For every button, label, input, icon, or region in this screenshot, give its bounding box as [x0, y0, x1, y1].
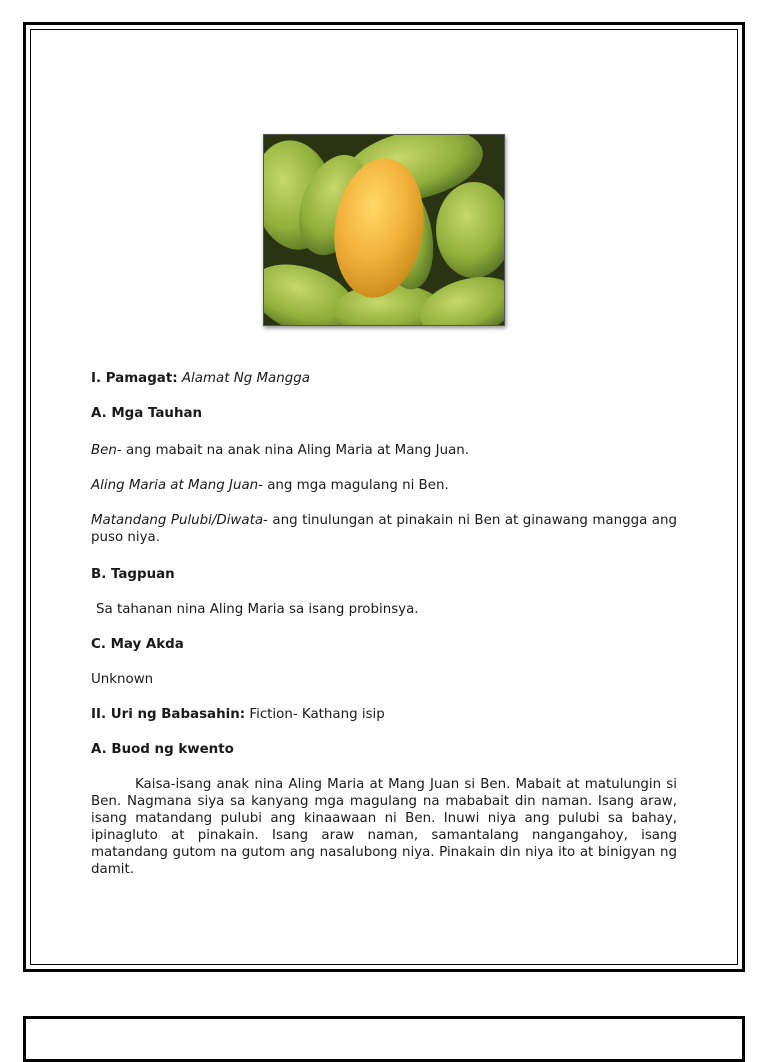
title-label: I. Pamagat: [91, 371, 178, 386]
character-desc: - ang mabait na anak nina Aling Maria at Mang Juan. [116, 443, 470, 458]
next-page-border [23, 1016, 745, 1062]
summary-heading: A. Buod ng kwento [91, 742, 234, 757]
summary-text: Kaisa-isang anak nina Aling Maria at Mang Juan si Ben. Mabait at matulungin si Ben. Nagmana siya sa kanyang mga magulang na mababait din naman. Isang araw, isang matandang pulubi ang kinaawaan ni Ben. Inuwi niya ang pulubi sa bahay, ipinagluto at pinakain. Isang araw naman, samantalang nangangahoy, isang matandang gutom na gutom ang nasalubong niya. Pinakain din niya ito at binigyan ng damit. [91, 777, 677, 877]
setting-text: Sa tahanan nina Aling Maria sa isang probinsya. [96, 602, 419, 617]
author-text: Unknown [91, 672, 154, 687]
character-item [91, 477, 677, 494]
genre-value: Fiction- Kathang isip [249, 707, 385, 722]
author-heading: C. May Akda [91, 637, 184, 652]
character-name: Ben [91, 443, 117, 458]
character-item [91, 442, 677, 459]
mango-photo [263, 134, 505, 326]
title-line [91, 370, 677, 387]
character-name: Matandang Pulubi/Diwata [91, 513, 264, 528]
character-desc: - ang tinulungan at pinakain ni Ben at ginawang mangga ang puso niya. [91, 513, 677, 545]
character-desc: - ang mga magulang ni Ben. [258, 478, 449, 493]
characters-heading: A. Mga Tauhan [91, 406, 203, 421]
character-name: Aling Maria at Mang Juan [91, 478, 259, 493]
genre-line [91, 706, 677, 723]
genre-label: II. Uri ng Babasahin: [91, 707, 246, 722]
character-item [91, 512, 677, 546]
setting-heading: B. Tagpuan [91, 567, 175, 582]
story-title: Alamat Ng Mangga [181, 371, 310, 386]
